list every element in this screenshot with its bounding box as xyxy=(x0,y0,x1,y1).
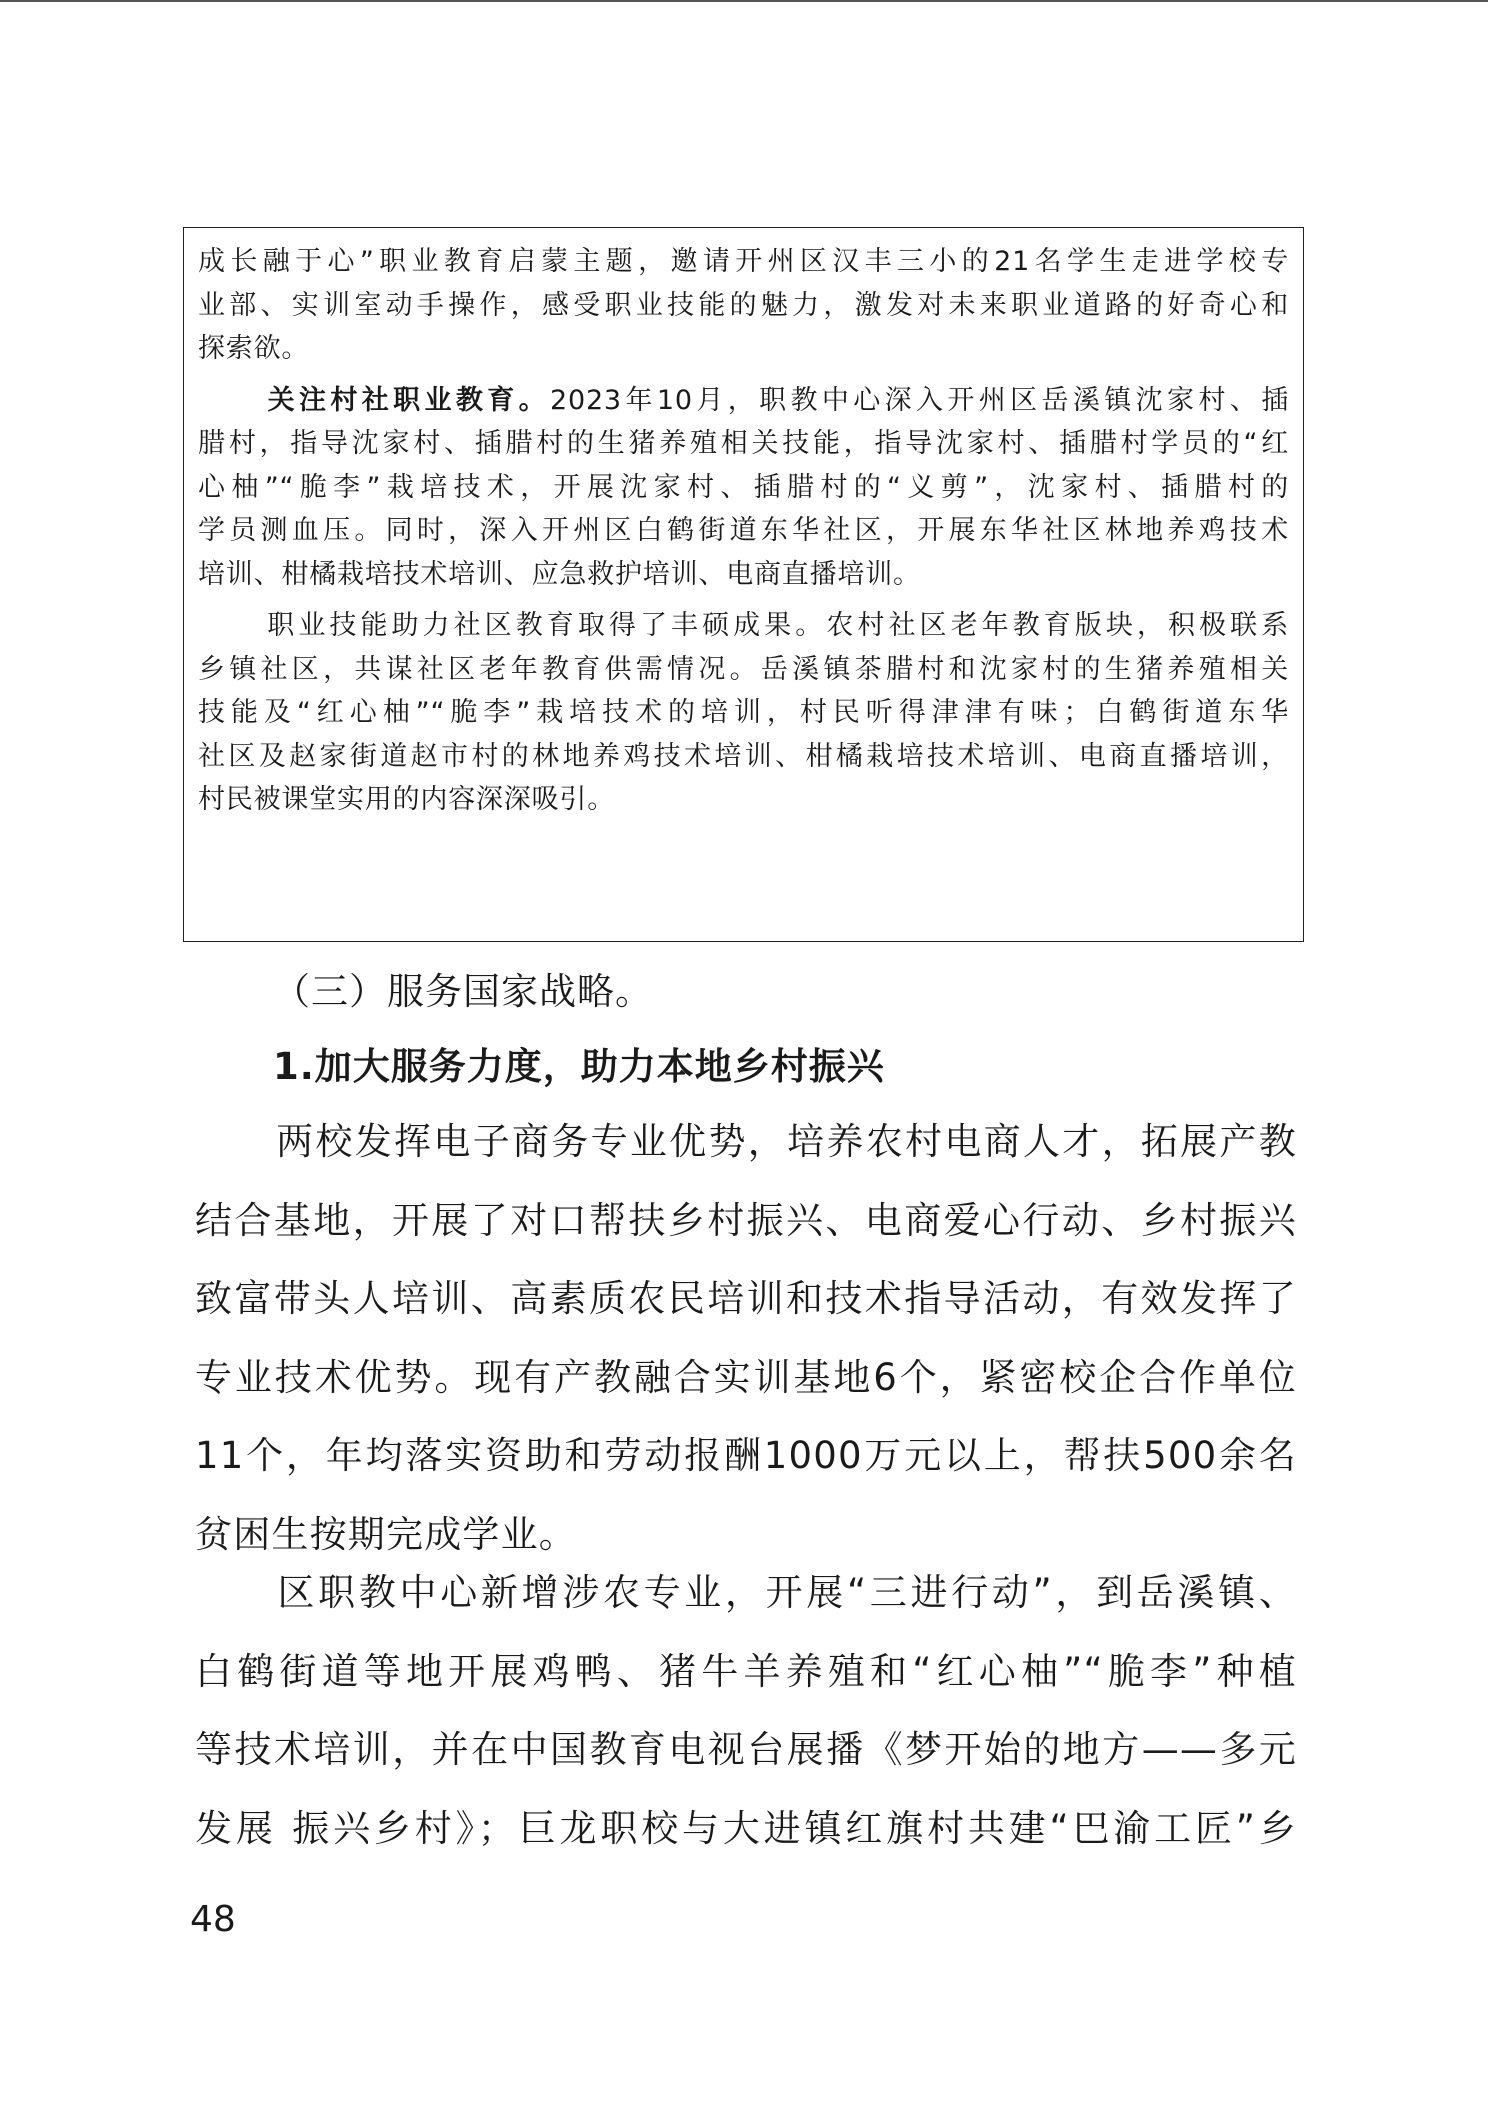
body-line-text: 区职教中心新增涉农专业，开展“三进行动”，到岳溪镇、 xyxy=(275,1571,1297,1614)
body-line: 等技术培训，并在中国教育电视台展播《梦开始的地方——多元 xyxy=(195,1728,1297,1771)
box-line: 探索欲。 xyxy=(198,333,310,364)
box-line-text: 职业技能助力社区教育取得了丰硕成果。农村社区老年教育版块，积极联系 xyxy=(264,610,1289,641)
box-line: 学员测血压。同时，深入开州区白鹤街道东华社区，开展东华社区林地养鸡技术 xyxy=(198,515,1289,546)
box-line: 心柚”“脆李”栽培技术，开展沈家村、插腊村的“义剪”，沈家村、插腊村的 xyxy=(198,471,1289,503)
box-line: 社区及赵家街道赵市村的林地养鸡技术培训、柑橘栽培技术培训、电商直播培训， xyxy=(198,740,1289,772)
body-line-text: 两校发挥电子商务专业优势，培养农村电商人才，拓展产教 xyxy=(275,1120,1297,1163)
box-line-text: 2023年10月，职教中心深入开州区岳溪镇沈家村、插 xyxy=(549,384,1289,416)
section-heading xyxy=(195,962,1297,1022)
body-line: 11个，年均落实资助和劳动报酬1000万元以上，帮扶500余名 xyxy=(195,1434,1297,1477)
body-line: 专业技术优势。现有产教融合实训基地6个，紧密校企合作单位 xyxy=(195,1355,1297,1399)
top-border-line xyxy=(0,0,1488,2)
body-line: 贫困生按期完成学业。 xyxy=(195,1512,577,1556)
body-line xyxy=(195,1554,1297,1633)
case-study-box xyxy=(183,227,1304,942)
box-line: 业部、实训室动手操作，感受职业技能的魅力，激发对未来职业道路的好奇心和 xyxy=(198,289,1289,321)
subsection-heading xyxy=(195,1037,1297,1097)
body-line: 白鹤街道等地开展鸡鸭、猪牛羊养殖和“红心柚”“脆李”种植 xyxy=(195,1649,1297,1693)
subsection-heading-text: 1.加大服务力度，助力本地乡村振兴 xyxy=(273,1045,885,1088)
box-line: 成长融于心”职业教育启蒙主题，邀请开州区汉丰三小的21名学生走进学校专 xyxy=(198,246,1289,277)
box-line: 村民被课堂实用的内容深深吸引。 xyxy=(198,784,615,815)
body-paragraph-1 xyxy=(195,1103,1297,1574)
section-heading-text: （三）服务国家战略。 xyxy=(273,970,653,1013)
page-number: 48 xyxy=(190,1899,236,1940)
box-line xyxy=(198,604,1289,648)
box-line: 腊村，指导沈家村、插腊村的生猪养殖相关技能，指导沈家村、插腊村学员的“红 xyxy=(198,428,1289,459)
box-line: 技能及“红心柚”“脆李”栽培技术的培训，村民听得津津有味；白鹤街道东华 xyxy=(198,697,1289,728)
box-line: 培训、柑橘栽培技术培训、应急救护培训、电商直播培训。 xyxy=(198,558,921,590)
body-line: 发展 振兴乡村》；巨龙职校与大进镇红旗村共建“巴渝工匠”乡 xyxy=(195,1806,1297,1850)
body-line: 结合基地，开展了对口帮扶乡村振兴、电商爱心行动、乡村振兴 xyxy=(195,1198,1297,1242)
body-line xyxy=(195,1103,1297,1182)
body-paragraph-2 xyxy=(195,1554,1297,1868)
box-line xyxy=(198,379,1289,423)
box-subheading: 关注村社职业教育。 xyxy=(264,384,550,416)
body-line: 致富带头人培训、高素质农民培训和技术指导活动，有效发挥了 xyxy=(195,1277,1297,1320)
box-line: 乡镇社区，共谋社区老年教育供需情况。岳溪镇茶腊村和沈家村的生猪养殖相关 xyxy=(198,653,1289,685)
